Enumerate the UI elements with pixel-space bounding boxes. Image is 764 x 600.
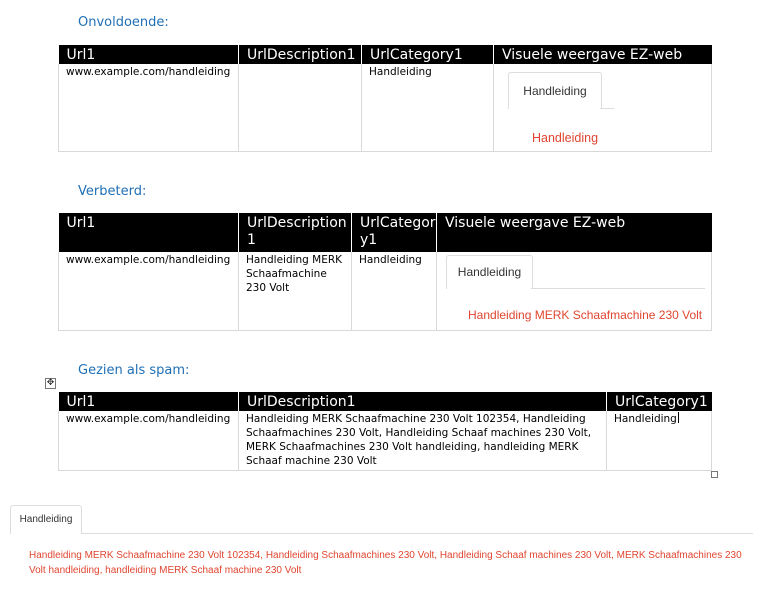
cell-category[interactable] <box>607 411 712 470</box>
bottom-preview-tab[interactable]: Handleiding <box>10 505 82 534</box>
move-arrows-icon[interactable]: ✥ <box>46 378 55 388</box>
preview-tab[interactable]: Handleiding <box>446 255 533 289</box>
tab-underline <box>600 108 614 109</box>
header-urlcategory1: UrlCategor y1 <box>352 213 437 252</box>
cell-url[interactable]: www.example.com/handleiding <box>59 411 239 470</box>
cell-category[interactable]: Handleiding <box>362 64 494 151</box>
cell-description[interactable]: Handleiding MERK Schaafmachine 230 Volt <box>239 252 352 330</box>
cell-preview[interactable] <box>437 252 712 330</box>
cell-url[interactable]: www.example.com/handleiding <box>59 252 239 330</box>
resize-handle-icon[interactable] <box>711 471 718 478</box>
section-heading-spam: Gezien als spam: <box>78 363 190 378</box>
table-row <box>59 252 712 330</box>
cell-description[interactable]: Handleiding MERK Schaafmachine 230 Volt 102354, Handleiding Schaafmachines 230 Volt, Handleiding Schaaf machines 230 Volt, MERK Schaafmachines 230 Volt handleiding, handleiding MERK Schaaf machine 230 Volt <box>239 411 607 470</box>
header-url1: Url1 <box>59 213 239 252</box>
cell-description[interactable] <box>239 64 362 151</box>
cell-preview[interactable] <box>494 64 712 151</box>
header-visuele-weergave: Visuele weergave EZ-web <box>494 45 712 64</box>
table-spam <box>58 392 712 471</box>
bottom-preview-link[interactable]: Handleiding MERK Schaafmachine 230 Volt 102354, Handleiding Schaafmachines 230 Volt, Handleiding Schaaf machines 230 Volt, MERK Schaafmachines 230 Volt handleiding, handleiding MERK Schaaf machine 230 Volt <box>29 550 742 576</box>
cell-category[interactable]: Handleiding <box>352 252 437 330</box>
tab-underline <box>531 288 705 289</box>
header-urldescription1: UrlDescription1 <box>239 45 362 64</box>
table-onvoldoende <box>58 45 712 152</box>
header-urldescription1: UrlDescription 1 <box>239 213 352 252</box>
header-visuele-weergave: Visuele weergave EZ-web <box>437 213 712 252</box>
cell-url[interactable]: www.example.com/handleiding <box>59 64 239 151</box>
header-url1: Url1 <box>59 45 239 64</box>
header-urlcategory1: UrlCategory1 <box>607 392 712 411</box>
text-cursor <box>678 412 679 423</box>
section-heading-onvoldoende: Onvoldoende: <box>78 15 169 30</box>
header-url1: Url1 <box>59 392 239 411</box>
header-urlcategory1: UrlCategory1 <box>362 45 494 64</box>
section-heading-verbeterd: Verbeterd: <box>78 184 147 199</box>
preview-link[interactable]: Handleiding MERK Schaafmachine 230 Volt <box>468 308 703 322</box>
preview-link[interactable]: Handleiding <box>532 131 599 145</box>
header-urldescription1: UrlDescription1 <box>239 392 607 411</box>
table-row <box>59 64 712 151</box>
cell-category-text: Handleiding <box>614 413 677 425</box>
table-verbeterd <box>58 213 712 331</box>
bottom-tab-underline <box>81 533 753 534</box>
table-row <box>59 411 712 470</box>
preview-tab[interactable]: Handleiding <box>508 72 602 109</box>
